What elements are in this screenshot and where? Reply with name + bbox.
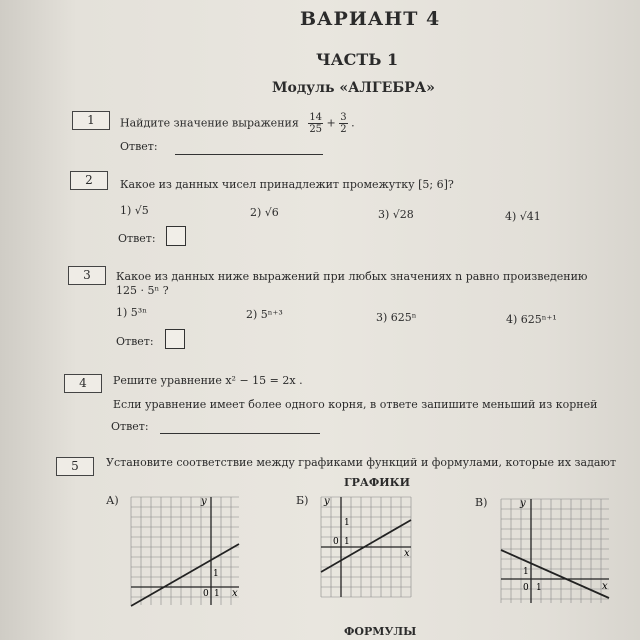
fraction-1-denominator: 25 [309,124,323,135]
y-unit-label: 1 [213,569,219,579]
option: 4) 625ⁿ⁺¹ [506,313,557,326]
period: . [351,116,355,130]
graph-label-b: Б) [296,494,309,507]
plus-sign: + [326,116,336,130]
part-title: ЧАСТЬ 1 [316,50,399,69]
variant-title: ВАРИАНТ 4 [300,8,441,30]
function-line [501,550,609,598]
answer-label: Ответ: [120,140,158,153]
task-2-text: Какое из данных чисел принадлежит промежутку [5; 6]? [120,178,454,191]
graph-a [126,492,244,610]
grid [501,499,609,603]
task-4-text-2: Если уравнение имеет более одного корня, в ответе запишите меньший из корней [113,398,598,411]
y-label: y [201,496,207,507]
x-unit-label: 1 [214,589,220,599]
fraction-2-numerator: 3 [340,112,347,123]
x-label: x [404,548,410,559]
option: 3) √28 [378,208,414,221]
option: 3) 625ⁿ [376,311,417,324]
task-number: 2 [70,171,108,190]
x-unit-label: 1 [344,537,350,547]
graph-label-a: А) [106,494,119,507]
answer-label: Ответ: [116,335,154,348]
task-1-text [120,112,355,135]
task-3-text-2: 125 · 5ⁿ ? [116,284,169,297]
task-4-text: Решите уравнение x² − 15 = 2x . [113,374,303,387]
task-number: 5 [56,457,94,476]
option: 2) 5ⁿ⁺³ [246,308,283,321]
fraction-2-denominator: 2 [340,124,347,135]
grid [131,497,239,605]
answer-line-4[interactable] [160,433,320,434]
origin-label: 0 [203,589,209,599]
graph-c [496,494,614,608]
graph-b [316,492,416,602]
option: 2) √6 [250,206,279,219]
option: 1) 5³ⁿ [116,306,147,319]
fraction-2 [339,112,347,135]
y-unit-label: 1 [523,567,529,577]
option: 4) √41 [505,210,541,223]
answer-box-3[interactable] [165,329,185,349]
origin-label: 0 [523,583,529,593]
y-unit-label: 1 [344,518,350,528]
task-3-text: Какое из данных ниже выражений при любых значениях n равно произведению [116,270,588,283]
task-number: 1 [72,111,110,130]
fraction-1 [308,112,323,135]
answer-line-1[interactable] [175,154,323,155]
y-label: y [324,496,330,507]
x-label: x [602,581,608,592]
fraction-1-numerator: 14 [309,112,323,123]
answer-label: Ответ: [111,420,149,433]
origin-label: 0 [333,537,339,547]
option: 1) √5 [120,204,149,217]
formulas-title: ФОРМУЛЫ [344,625,417,638]
task-1-question: Найдите значение выражения [120,116,299,130]
x-unit-label: 1 [536,583,542,593]
graph-label-c: В) [475,496,488,509]
task-number: 3 [68,266,106,285]
module-title: Модуль «АЛГЕБРА» [272,80,435,96]
task-5-text: Установите соответствие между графиками функций и формулами, которые их задают [106,456,617,469]
task-number: 4 [64,374,102,393]
y-label: y [520,498,526,509]
answer-label: Ответ: [118,232,156,245]
x-label: x [232,588,238,599]
graphs-title: ГРАФИКИ [344,476,411,489]
answer-box-2[interactable] [166,226,186,246]
